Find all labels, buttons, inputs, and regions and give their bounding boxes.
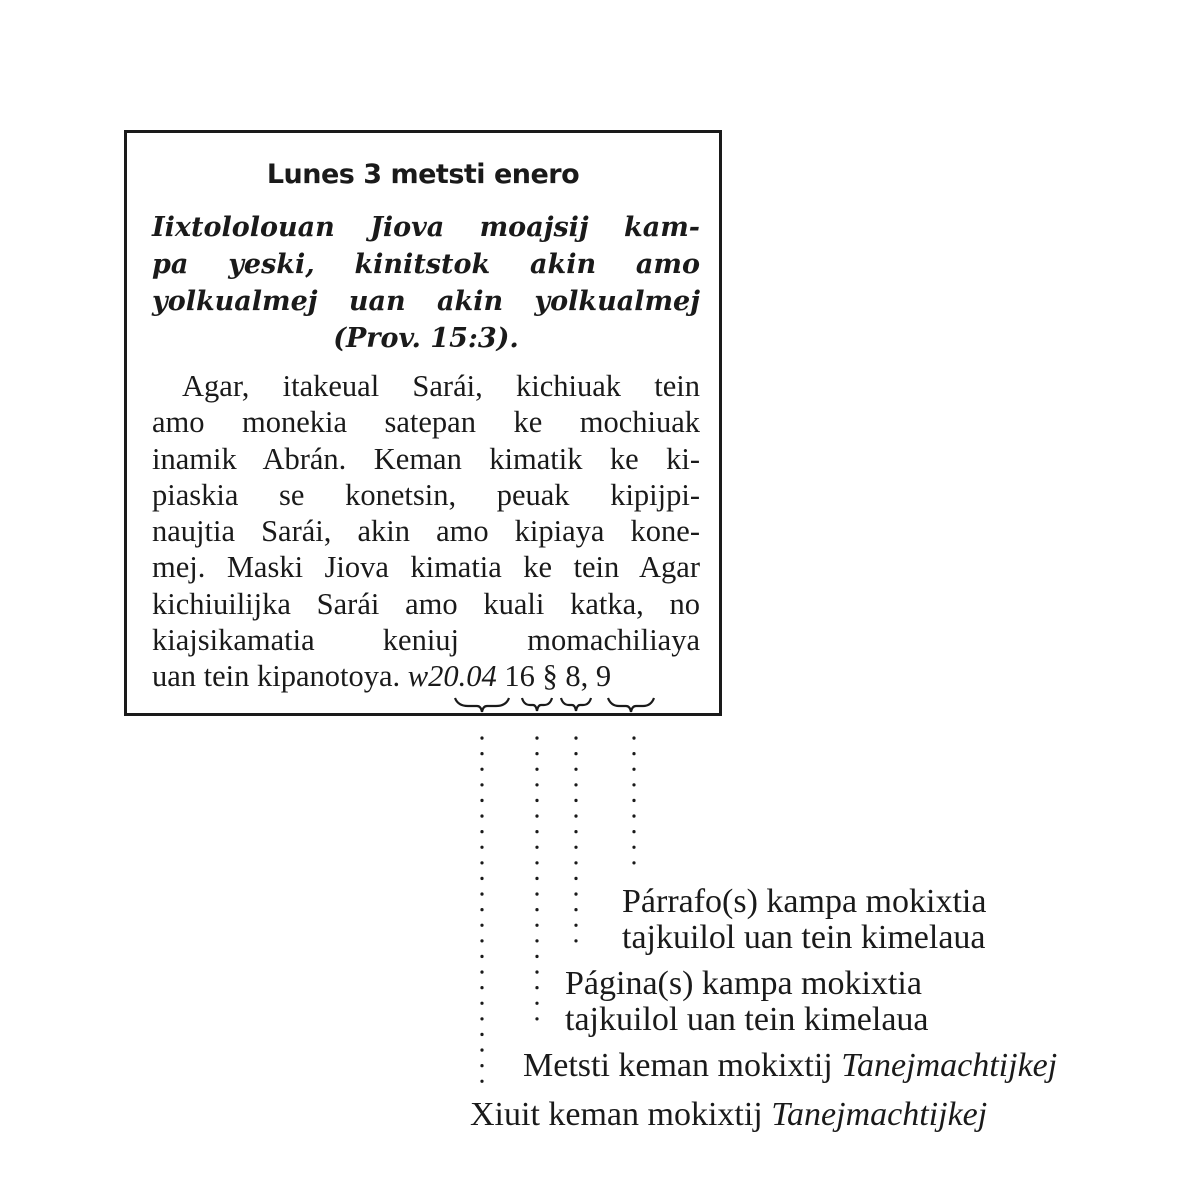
callout-text: Xiuit keman mokixtij bbox=[470, 1096, 763, 1133]
body-line: inamik Abrán. Keman kimatik ke ki- bbox=[152, 441, 700, 476]
callout-line: Página(s) kampa mokixtia bbox=[565, 965, 922, 1002]
body-last-text: uan tein kipanotoya. bbox=[152, 659, 401, 694]
reference-paragraphs: 8, 9 bbox=[565, 659, 612, 694]
body-line: kiajsikamatia keniuj momachiliaya bbox=[152, 623, 700, 658]
callout-pages bbox=[565, 966, 929, 1038]
body-line: amo monekia satepan ke mochiuak bbox=[152, 405, 700, 440]
callout-text: Metsti keman mokixtij bbox=[523, 1047, 833, 1084]
verse-line: yolkualmej uan akin yolkualmej bbox=[152, 286, 700, 317]
publication-name: Tanejmachtijkej bbox=[771, 1096, 988, 1133]
body-line: Agar, itakeual Sarái, kichiuak tein bbox=[182, 369, 700, 403]
section-mark: § bbox=[542, 659, 558, 694]
callout-line: Párrafo(s) kampa mokixtia bbox=[622, 883, 987, 920]
verse-citation: (Prov. 15:3). bbox=[333, 323, 519, 354]
verse-line: Iixtololouan Jiova moajsij kam- bbox=[152, 212, 700, 243]
body-line: mej. Maski Jiova kimatia ke tein Agar bbox=[152, 550, 700, 585]
brace-year bbox=[455, 698, 509, 712]
date-heading: Lunes 3 metsti enero bbox=[266, 159, 580, 190]
reference-issue: w20.04 bbox=[407, 659, 497, 694]
callout-year bbox=[470, 1097, 987, 1133]
verse-line: pa yeski, kinitstok akin amo bbox=[152, 249, 700, 280]
body-line: piaskia se konetsin, peuak kipijpi- bbox=[152, 477, 700, 512]
body-line: kichiuilijka Sarái amo kuali katka, no bbox=[152, 586, 700, 621]
callout-line: tajkuilol uan tein kimelaua bbox=[622, 919, 986, 956]
brace-page bbox=[561, 698, 591, 711]
callout-line: tajkuilol uan tein kimelaua bbox=[565, 1001, 929, 1038]
body-line: naujtia Sarái, akin amo kipiaya kone- bbox=[152, 514, 700, 549]
callout-paragraphs bbox=[622, 884, 986, 956]
publication-name: Tanejmachtijkej bbox=[841, 1047, 1058, 1084]
reference-page: 16 bbox=[504, 659, 535, 694]
brace-paragraph bbox=[608, 698, 654, 712]
brace-month bbox=[522, 698, 552, 711]
callout-month bbox=[523, 1048, 1057, 1084]
